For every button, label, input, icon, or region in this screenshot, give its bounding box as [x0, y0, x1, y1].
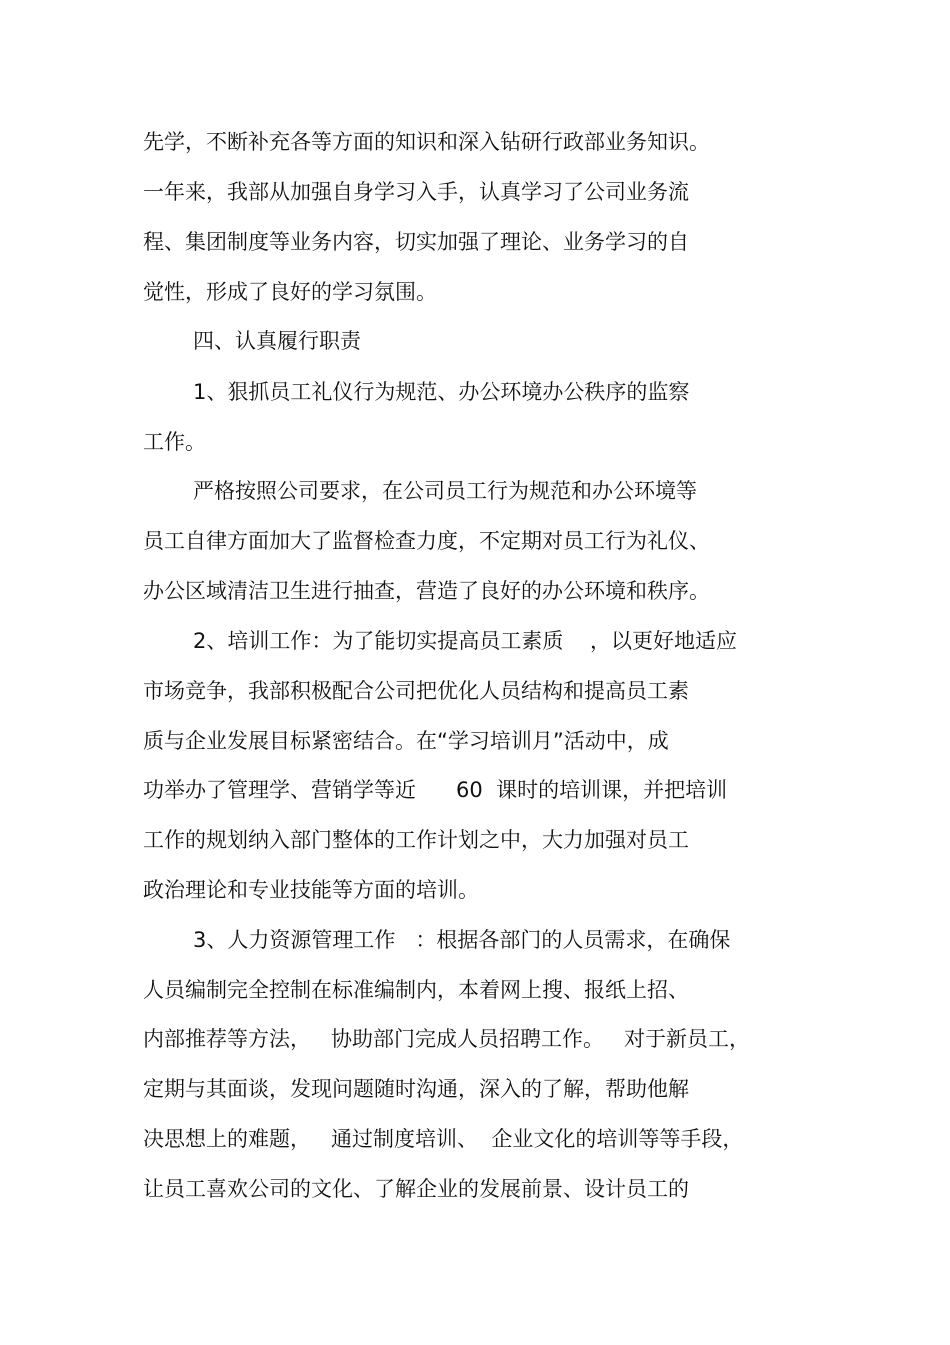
text-line: 功举办了管理学、营销学等近 60 课时的培训课，并把培训 [143, 778, 728, 802]
text-line: 质与企业发展目标紧密结合。在“学习培训月”活动中，成 [143, 729, 669, 753]
text-line: 市场竞争，我部积极配合公司把优化人员结构和提高员工素 [143, 679, 689, 703]
text-line: 觉性，形成了良好的学习氛围。 [143, 280, 437, 304]
text-line: 办公区域清洁卫生进行抽查，营造了良好的办公环境和秩序。 [143, 579, 710, 603]
text-line: 程、集团制度等业务内容，切实加强了理论、业务学习的自 [143, 230, 689, 254]
text-line: 2、培训工作：为了能切实提高员工素质 ，以更好地适应 [193, 629, 738, 653]
text-line: 先学，不断补充各等方面的知识和深入钻研行政部业务知识。 [143, 130, 710, 154]
text-line: 工作的规划纳入部门整体的工作计划之中，大力加强对员工 [143, 828, 689, 852]
text-line: 严格按照公司要求，在公司员工行为规范和办公环境等 [193, 479, 697, 503]
text-line: 工作。 [143, 430, 206, 454]
text-line: 一年来，我部从加强自身学习入手，认真学习了公司业务流 [143, 180, 689, 204]
text-line: 决思想上的难题， 通过制度培训、 企业文化的培训等等手段， [143, 1127, 744, 1151]
text-line: 3、人力资源管理工作 ：根据各部门的人员需求，在确保 [193, 928, 731, 952]
text-line: 政治理论和专业技能等方面的培训。 [143, 878, 479, 902]
text-line: 内部推荐等方法， 协助部门完成人员招聘工作。 对于新员工， [143, 1027, 751, 1051]
text-line: 人员编制完全控制在标准编制内，本着网上搜、报纸上招、 [143, 978, 689, 1002]
section-heading: 四、认真履行职责 [193, 329, 361, 353]
text-line: 定期与其面谈，发现问题随时沟通，深入的了解，帮助他解 [143, 1077, 689, 1101]
text-line: 1、狠抓员工礼仪行为规范、办公环境办公秩序的监察 [193, 380, 690, 404]
text-line: 员工自律方面加大了监督检查力度，不定期对员工行为礼仪、 [143, 529, 710, 553]
text-line: 让员工喜欢公司的文化、了解企业的发展前景、设计员工的 [143, 1177, 689, 1201]
